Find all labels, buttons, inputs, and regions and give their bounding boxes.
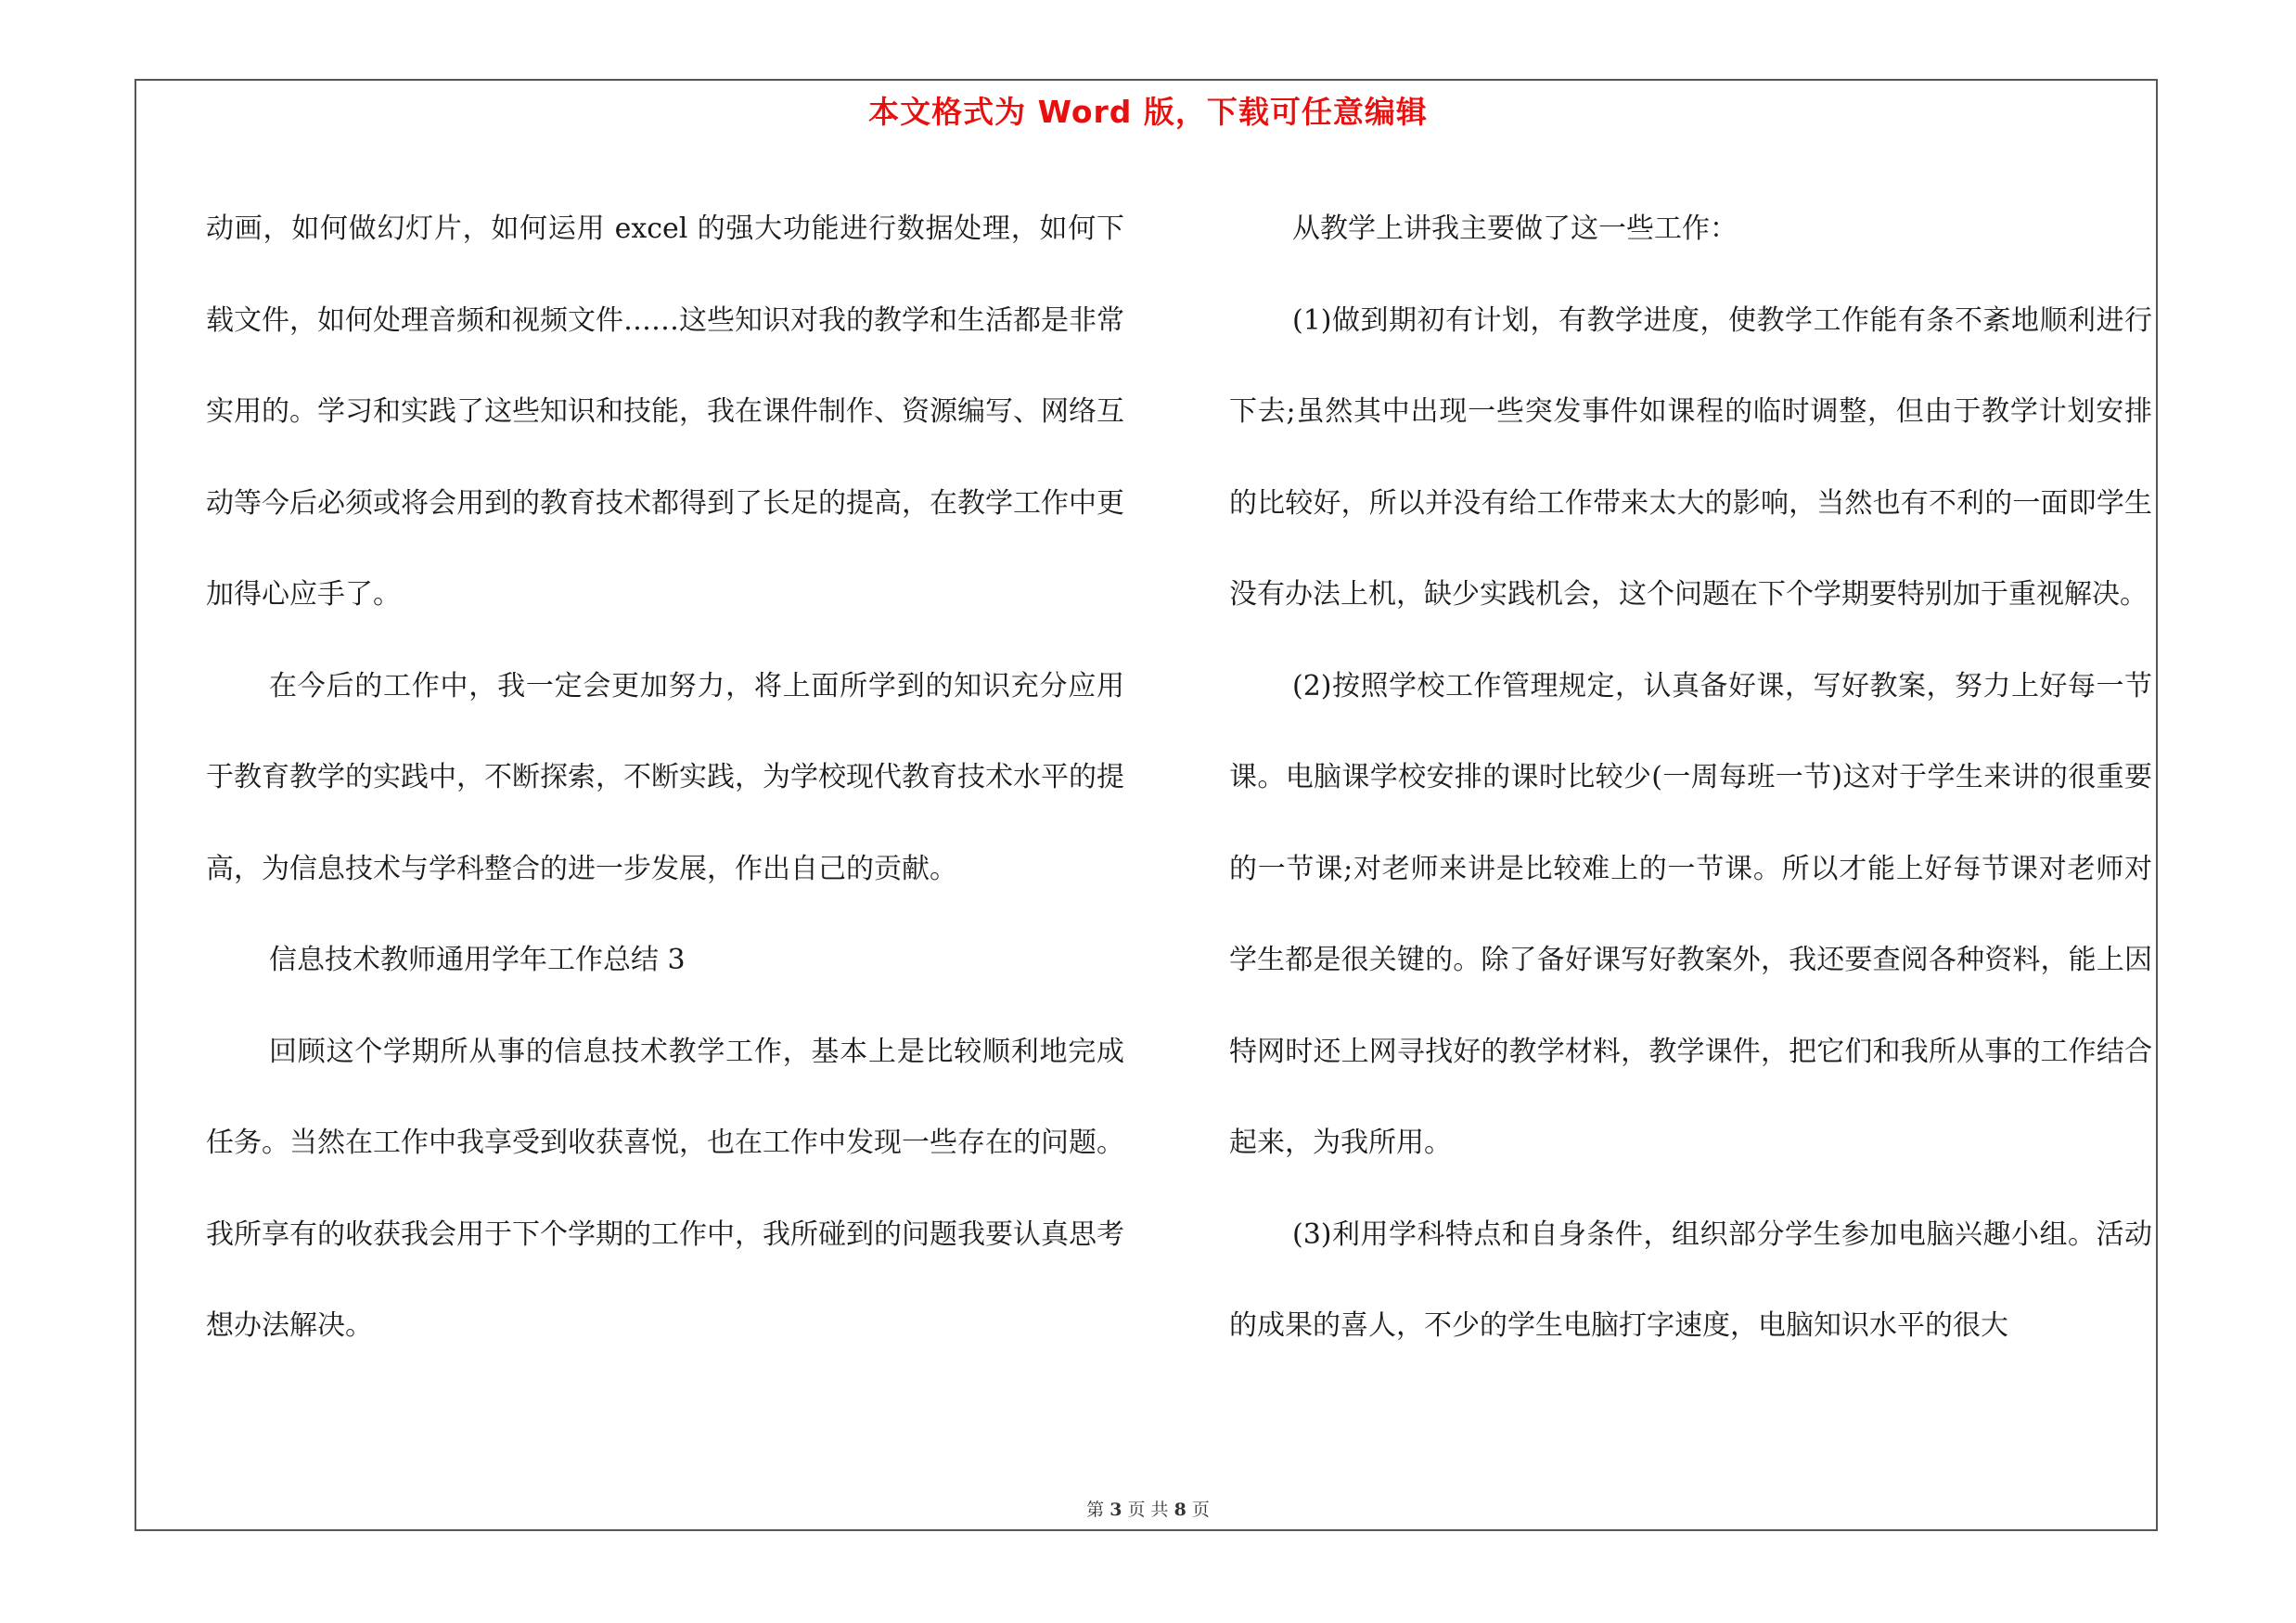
page-prefix: 第 [1086,1500,1105,1520]
current-page: 3 [1110,1500,1122,1520]
right-column [1229,184,2152,1372]
total-pages: 8 [1174,1500,1186,1520]
page-middle: 页 共 [1127,1500,1169,1520]
paragraph: 回顾这个学期所从事的信息技术教学工作，基本上是比较顺利地完成任务。当然在工作中我享受到收获喜悦，也在工作中发现一些存在的问题。我所享有的收获我会用于下个学期的工作中，我所碰到的问题我要认真思考想办法解决。 [206,1035,1124,1342]
page-suffix: 页 [1191,1500,1210,1520]
paragraph: 动画，如何做幻灯片，如何运用 excel 的强大功能进行数据处理，如何下载文件，如何处理音频和视频文件……这些知识对我的教学和生活都是非常实用的。学习和实践了这些知识和技能，我在课件制作、资源编写、网络互动等今后必须或将会用到的教育技术都得到了长足的提高，在教学工作中更加得心应手了。 [206,213,1124,611]
left-column [206,184,1124,1372]
list-item: (2)按照学校工作管理规定，认真备好课，写好教案，努力上好每一节课。电脑课学校安排的课时比较少(一周每班一节)这对于学生来讲的很重要的一节课;对老师来讲是比较难上的一节课。所以才能上好每节课对老师对学生都是很关键的。除了备好课写好教案外，我还要查阅各种资料，能上因特网时还上网寻找好的教学材料，教学课件，把它们和我所从事的工作结合起来，为我所用。 [1229,669,2152,1159]
paragraph: 从教学上讲我主要做了这一些工作： [1292,213,1738,245]
list-item: (3)利用学科特点和自身条件，组织部分学生参加电脑兴趣小组。活动的成果的喜人，不少的学生电脑打字速度，电脑知识水平的很大 [1229,1217,2152,1342]
section-heading: 信息技术教师通用学年工作总结 3 [269,944,686,976]
paragraph: 在今后的工作中，我一定会更加努力，将上面所学到的知识充分应用于教育教学的实践中，不断探索，不断实践，为学校现代教育技术水平的提高，为信息技术与学科整合的进一步发展，作出自己的贡献。 [206,669,1124,885]
header-banner: 本文格式为 Word 版，下载可任意编辑 [868,94,1428,130]
page-number [0,1496,2296,1521]
list-item: (1)做到期初有计划，有教学进度，使教学工作能有条不紊地顺利进行下去;虽然其中出现一些突发事件如课程的临时调整，但由于教学计划安排的比较好，所以并没有给工作带来太大的影响，当然也有不利的一面即学生没有办法上机，缺少实践机会，这个问题在下个学期要特别加于重视解决。 [1229,303,2152,611]
